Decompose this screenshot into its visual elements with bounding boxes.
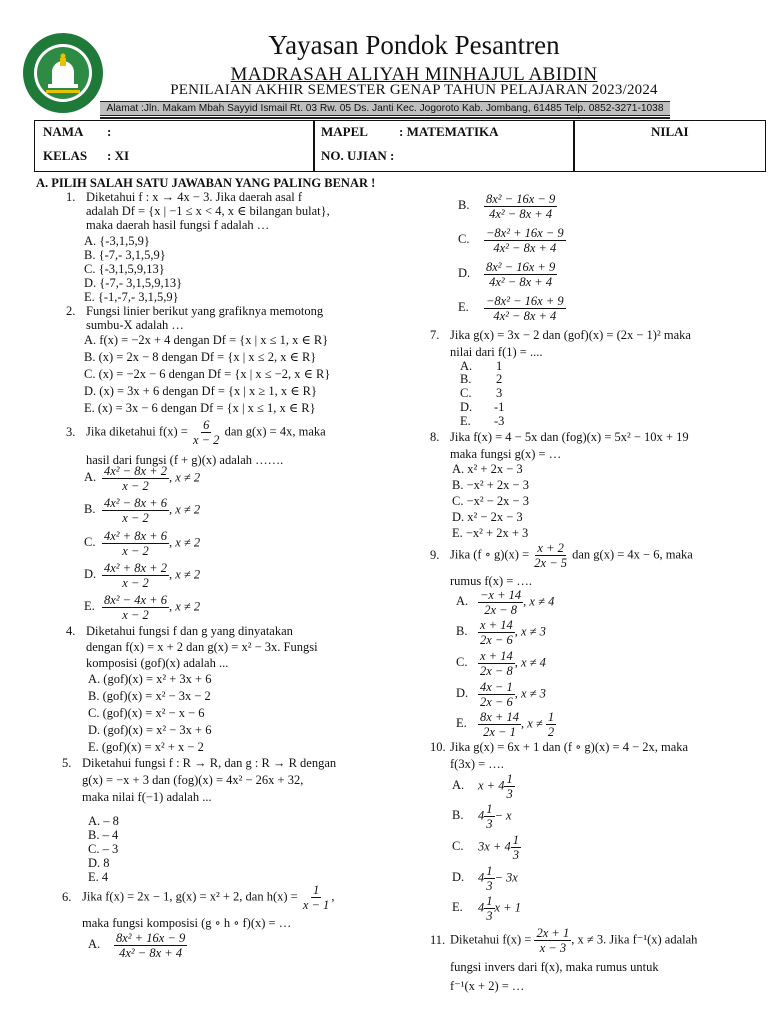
option-c[interactable]: C. (x) = −2x − 6 dengan Df = {x | x ≤ −2, x ∈ R} <box>84 367 331 381</box>
option-d[interactable]: D. (x) = 3x + 6 dengan Df = {x | x ≥ 1, x ∈ R} <box>84 384 317 398</box>
question-number: 4. <box>66 624 76 638</box>
option-c[interactable]: C. {-3,1,5,9,13} <box>84 262 165 276</box>
option-b[interactable]: B. 2 <box>460 372 503 386</box>
question-number: 2. <box>66 304 76 318</box>
school-address: Alamat :Jln. Makam Mbah Sayyid Ismail Rt. 03 Rw. 05 Ds. Janti Kec. Jogoroto Kab. Jombang, 61485 Telp. 0852-3271-1038 <box>100 101 670 116</box>
mapel-label: MAPEL <box>321 124 368 139</box>
table-divider <box>313 121 315 171</box>
question-text: g(x) = −x + 3 dan (fog)(x) = 4x² − 26x + 32, <box>82 773 304 787</box>
question-text: Jika (f ∘ g)(x) = <box>450 547 530 562</box>
option-b[interactable]: B. (x) = 2x − 8 dengan Df = {x | x ≤ 2, x ∈ R} <box>84 350 317 364</box>
option-a[interactable]: A. x² + 2x − 3 <box>452 462 523 476</box>
fraction: $\frac{2x + 1}{x - 3}$ <box>536 926 570 955</box>
fraction: $\frac{6}{x - 2}$ <box>192 418 220 447</box>
question-number: 9. <box>430 548 440 562</box>
option-a[interactable]: A. x + 4 $\frac{1}{3}$ <box>452 772 513 801</box>
option-c[interactable]: C. $\frac{\text{4x² + 8x + 6}}{x - 2}$ , x ≠ 2 <box>84 529 201 558</box>
option-b[interactable]: B. – 4 <box>88 828 119 842</box>
question-text: sumbu-X adalah … <box>86 318 184 332</box>
question-text: f(3x) = …. <box>450 757 504 771</box>
nama-label: NAMA <box>43 124 84 139</box>
nama-field[interactable]: : <box>107 124 112 139</box>
option-d[interactable]: D. 4 $\frac{1}{3}$ − 3x <box>452 864 518 893</box>
question-text: Jika f(x) = 2x − 1, g(x) = x² + 2, dan h(x) = <box>82 889 298 904</box>
fraction: $\frac{1}{x - 1}$ <box>302 883 330 912</box>
question-text: maka nilai f(−1) adalah ... <box>82 790 212 804</box>
question-text: hasil dari fungsi (f + g)(x) adalah ……. <box>86 453 284 467</box>
question-text: Diketahui fungsi f dan g yang dinyatakan <box>86 624 293 638</box>
option-c[interactable]: C. 3x + 4 $\frac{1}{3}$ <box>452 833 519 862</box>
option-c[interactable]: C. (gof)(x) = x² − x − 6 <box>88 706 205 720</box>
option-a[interactable]: A. (gof)(x) = x² + 3x + 6 <box>88 672 212 686</box>
option-e[interactable]: E. {-1,-7,- 3,1,5,9} <box>84 290 179 304</box>
question-text: Jika f(x) = 4 − 5x dan (fog)(x) = 5x² − 10x + 19 <box>450 430 689 444</box>
option-a[interactable]: A. 1 <box>460 359 503 373</box>
option-e[interactable]: E. $\frac{\text{8x² − 4x + 6}}{x - 2}$ , x ≠ 2 <box>84 593 201 622</box>
option-d[interactable]: D. $\frac{4x - 1}{2x - 6}$ , x ≠ 3 <box>456 680 546 709</box>
exam-title: PENILAIAN AKHIR SEMESTER GENAP TAHUN PELAJARAN 2023/2024 <box>170 82 658 98</box>
option-e[interactable]: E. -3 <box>460 414 505 428</box>
question-text: adalah Df = {x | −1 ≤ x < 4, x ∈ bilangan bulat}, <box>86 204 330 218</box>
option-b[interactable]: B. $\frac{\text{8x² − 16x − 9}}{\text{4x² − 8x + 4}}$ <box>458 192 556 221</box>
option-c[interactable]: C. – 3 <box>88 842 119 856</box>
school-name: MADRASAH ALIYAH MINHAJUL ABIDIN <box>230 64 598 85</box>
header-divider <box>100 117 670 119</box>
option-a[interactable]: A. $\frac{\text{4x² − 8x + 2}}{x - 2}$ , x ≠ 2 <box>84 464 201 493</box>
option-c[interactable]: C. 3 <box>460 386 503 400</box>
question-number: 7. <box>430 328 440 342</box>
question-text: dan g(x) = 4x, maka <box>224 424 326 439</box>
question-number: 1. <box>66 190 76 204</box>
option-d[interactable]: D. $\frac{\text{8x² − 16x + 9}}{\text{4x² − 8x + 4}}$ <box>458 260 556 289</box>
fraction: $\frac{x + 2}{2x - 5}$ <box>534 541 567 570</box>
option-a[interactable]: A. – 8 <box>88 814 119 828</box>
question-text: Diketahui f(x) = <box>450 932 532 947</box>
option-b[interactable]: B. $\frac{x + 14}{2x - 6}$ , x ≠ 3 <box>456 618 546 647</box>
option-d[interactable]: D. $\frac{\text{4x² + 8x + 2}}{x - 2}$ , x ≠ 2 <box>84 561 201 590</box>
student-info-table <box>34 120 766 172</box>
question-text: maka fungsi g(x) = … <box>450 447 562 461</box>
option-e[interactable]: E. $\frac{\text{−8x² − 16x + 9}}{\text{4x² − 8x + 4}}$ <box>458 294 564 323</box>
question-number: 6. <box>62 890 72 904</box>
question-number: 3. <box>66 425 76 439</box>
option-d[interactable]: D. x² − 2x − 3 <box>452 510 523 524</box>
option-d[interactable]: D. (gof)(x) = x² − 3x + 6 <box>88 723 212 737</box>
question-number: 11. <box>430 933 446 947</box>
option-c[interactable]: C. −x² − 2x − 3 <box>452 494 529 508</box>
question-number: 8. <box>430 430 440 444</box>
question-text: Diketahui fungsi f : R → R, dan g : R → R dengan <box>82 756 337 770</box>
option-c[interactable]: C. $\frac{x + 14}{2x - 8}$ , x ≠ 4 <box>456 649 546 678</box>
option-a[interactable]: A. $\frac{-x + 14}{2x - 8}$ , x ≠ 4 <box>456 588 555 617</box>
nilai-label: NILAI <box>651 124 689 139</box>
question-text: fungsi invers dari f(x), maka rumus untuk <box>450 960 659 974</box>
question-text: Jika g(x) = 3x − 2 dan (gof)(x) = (2x − 1)² maka <box>450 328 691 342</box>
mapel-value: : MATEMATIKA <box>399 124 499 139</box>
option-e[interactable]: E. (gof)(x) = x² + x − 2 <box>88 740 204 754</box>
question-text: f⁻¹(x + 2) = … <box>450 979 525 993</box>
question-text: dan g(x) = 4x − 6, maka <box>572 547 693 562</box>
option-b[interactable]: B. (gof)(x) = x² − 3x − 2 <box>88 689 211 703</box>
option-d[interactable]: D. 8 <box>88 856 110 870</box>
question-number: 5. <box>62 756 72 770</box>
option-e[interactable]: E. −x² + 2x + 3 <box>452 526 529 540</box>
option-b[interactable]: B. 4 $\frac{1}{3}$ − x <box>452 802 512 831</box>
question-number: 10. <box>430 740 446 754</box>
option-b[interactable]: B. $\frac{\text{4x² − 8x + 6}}{x - 2}$ , x ≠ 2 <box>84 496 201 525</box>
option-b[interactable]: B. −x² + 2x − 3 <box>452 478 529 492</box>
option-b[interactable]: B. {-7,- 3,1,5,9} <box>84 248 166 262</box>
option-e[interactable]: E. 4 $\frac{1}{3}$ x + 1 <box>452 894 521 923</box>
option-d[interactable]: D. {-7,- 3,1,5,9,13} <box>84 276 183 290</box>
question-text: Fungsi linier berikut yang grafiknya memotong <box>86 304 324 318</box>
no-ujian-label[interactable]: NO. UJIAN : <box>321 148 395 163</box>
foundation-title: Yayasan Pondok Pesantren <box>268 30 560 60</box>
question-text: nilai dari f(1) = .... <box>450 345 543 359</box>
question-text: Diketahui f : x → 4x − 3. Jika daerah asal f <box>86 190 303 204</box>
option-a[interactable]: A. $\frac{\text{8x² + 16x − 9}}{\text{4x² − 8x + 4}}$ <box>88 931 186 960</box>
option-c[interactable]: C. $\frac{\text{−8x² + 16x − 9}}{\text{4x² − 8x + 4}}$ <box>458 226 564 255</box>
question-text: maka daerah hasil fungsi f adalah … <box>86 218 270 232</box>
option-a[interactable]: A. f(x) = −2x + 4 dengan Df = {x | x ≤ 1, x ∈ R} <box>84 333 329 347</box>
kelas-label: KELAS <box>43 148 88 163</box>
question-text: Jika diketahui f(x) = <box>86 424 188 439</box>
option-e[interactable]: E. $\frac{8x + 14}{2x - 1}$ , x ≠ $\frac{1}{2}$ <box>456 710 555 739</box>
option-a[interactable]: A. {-3,1,5,9} <box>84 234 150 248</box>
section-instruction: A. PILIH SALAH SATU JAWABAN YANG PALING BENAR ! <box>36 176 376 190</box>
question-text: komposisi (gof)(x) adalah ... <box>86 656 229 670</box>
option-d[interactable]: D. -1 <box>460 400 505 414</box>
question-text: dengan f(x) = x + 2 dan g(x) = x² − 3x. Fungsi <box>86 640 318 654</box>
option-e[interactable]: E. (x) = 3x − 6 dengan Df = {x | x ≤ 1, x ∈ R} <box>84 401 316 415</box>
question-text: maka fungsi komposisi (g ∘ h ∘ f)(x) = … <box>82 916 292 930</box>
table-divider <box>573 121 575 171</box>
question-text: Jika g(x) = 6x + 1 dan (f ∘ g)(x) = 4 − 2x, maka <box>450 740 689 754</box>
kelas-value: : XI <box>107 148 130 163</box>
question-text: rumus f(x) = …. <box>450 574 533 588</box>
question-text: , x ≠ 3. Jika f⁻¹(x) adalah <box>571 932 698 947</box>
option-e[interactable]: E. 4 <box>88 870 109 884</box>
